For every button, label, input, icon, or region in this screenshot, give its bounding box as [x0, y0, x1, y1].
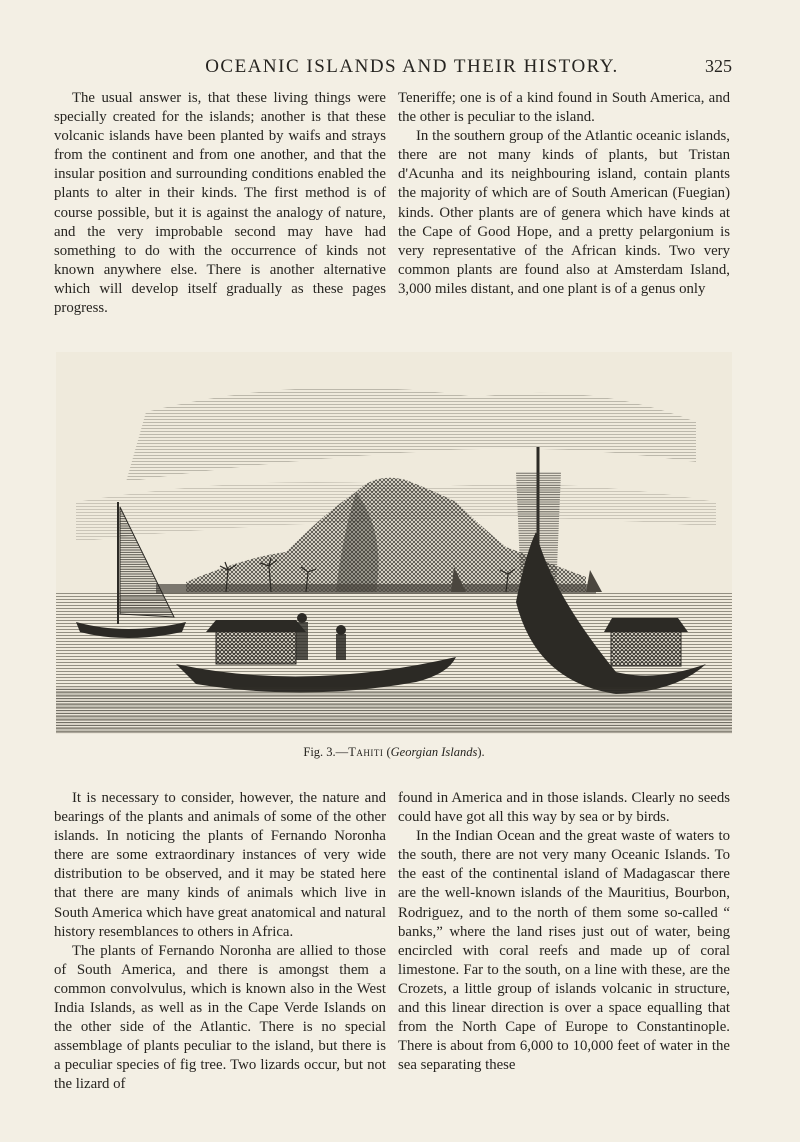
caption-subtitle: Georgian Islands: [390, 745, 478, 759]
foreground-water: [56, 687, 732, 734]
caption-place-name: Tahiti: [348, 745, 384, 759]
paragraph: In the southern group of the Atlantic oceanic islands, there are not many kinds of plants, but Tristan d'Acunha and its neighbouring island, contain plants the majority of which are of South American (Fuegian) kinds. Other plants are of genera which have kinds at the Cape of Good Hope, and a pretty pelargonium is very representative of the African kinds. Two very common plants are found also at Amsterdam Island, 3,000 miles distant, and one plant is of a genus only: [398, 128, 730, 297]
right-column-bottom: [398, 789, 730, 1075]
right-column-top: [398, 89, 730, 299]
running-title: OCEANIC ISLANDS AND THEIR HISTORY.: [205, 56, 619, 77]
caption-fig-number: Fig. 3.—: [303, 745, 349, 759]
figure-caption: Fig. 3.—Tahiti (Georgian Islands).: [303, 745, 485, 759]
paragraph: In the Indian Ocean and the great waste of waters to the south, there are not very many Oceanic Islands. To the east of the continental island of Madagascar there are the well-known islands of the Mauritius, Bourbon, Rodriguez, and to the north of them some so-called “ banks,” where the land rises just out of water, being encircled with coral reefs and made up of coral limestone. Far to the south, on a line with these, are the Crozets, a little group of islands volcanic in structure, and this linear direction is over a space equalling that from the North Cape of Europe to Constantinople. There is about from 6,000 to 10,000 feet of water in the sea separating these: [398, 828, 730, 1074]
page-number: 325: [705, 56, 732, 76]
running-header: [92, 56, 732, 82]
left-column-bottom: [54, 789, 386, 1095]
paragraph: It is necessary to consider, however, the nature and bearings of the plants and animals of some of the other islands. In noticing the plants of Fernando Noronha there are some extraordinary instances of very wide distribution to be observed, and it may be stated here that there are many kinds of animals which live in South America which have great anatomical and natural history resemblances to others in Africa.: [54, 790, 386, 940]
engraving-illustration: [56, 352, 732, 734]
paragraph: The usual answer is, that these living things were specially created for the islands; another is that these volcanic islands have been planted by waifs and strays from the continent and from one another, and that the insular position and surrounding conditions enabled the plants to alter in their kinds. The first method is of course possible, but it is against the analogy of nature, and the very improbable second may have had something to do with the occurrence of kinds not known anywhere else. There is another alternative which will develop itself gradually as these pages progress.: [54, 90, 386, 317]
paragraph: The plants of Fernando Noronha are allied to those of South America, and there is amongst them a common convolvulus, which is known also in the West India Islands, as well as in the Cape Verde Islands on the other side of the Atlantic. There is no special assemblage of plants peculiar to the island, but there is a peculiar species of fig tree. Two lizards occur, but not the lizard of: [54, 942, 386, 1093]
left-column-top: [54, 89, 386, 318]
figure-engraving: [56, 352, 732, 734]
paragraph: found in America and in those islands. Clearly no seeds could have got all this way by sea or by birds.: [398, 790, 730, 826]
paragraph: Teneriffe; one is of a kind found in South America, and the other is peculiar to the island.: [398, 90, 730, 126]
